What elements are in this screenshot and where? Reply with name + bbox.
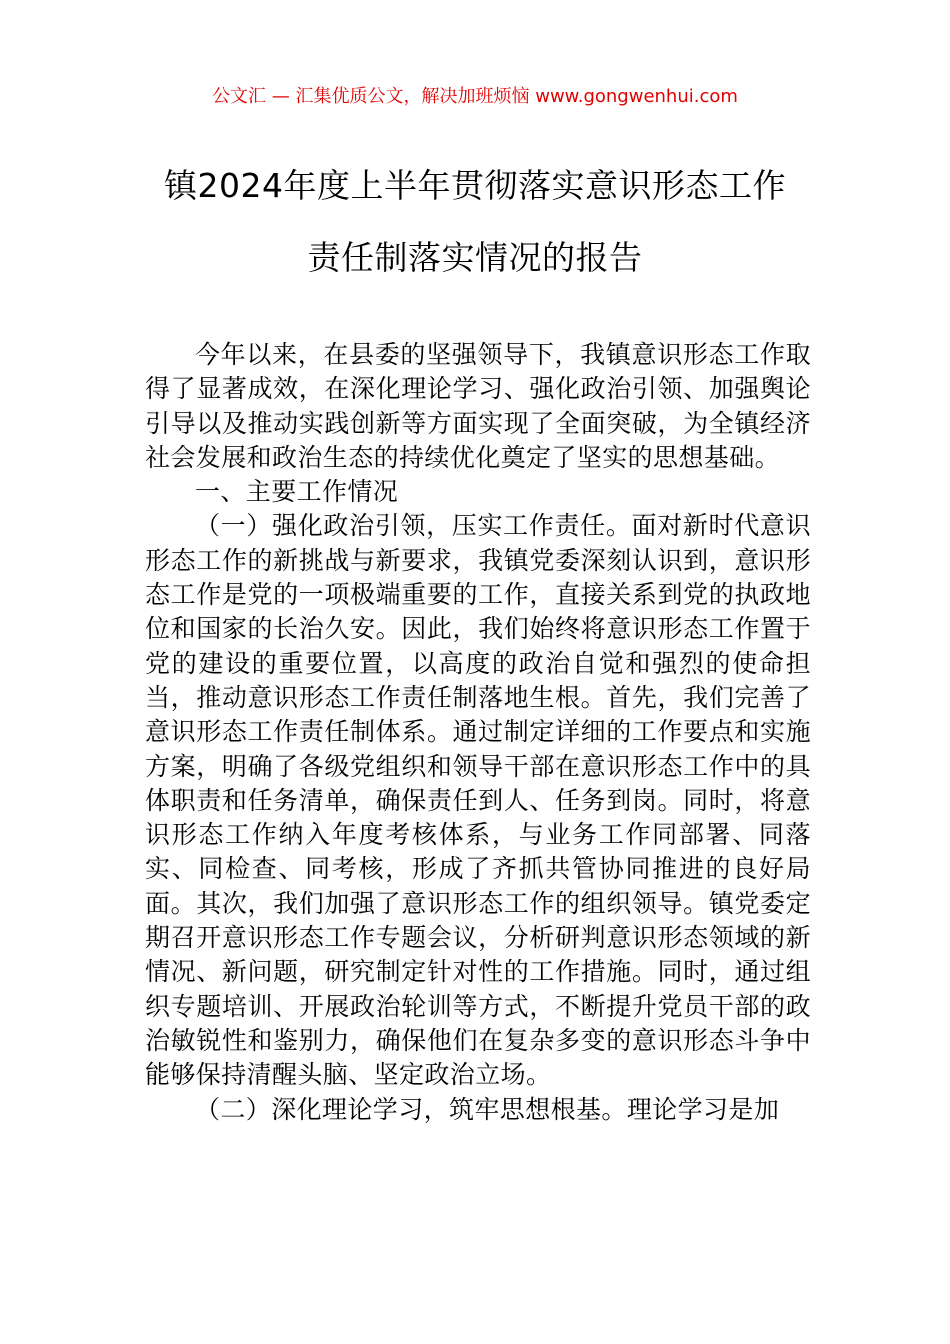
title-line-2: 责任制落实情况的报告 [307, 238, 643, 277]
subsection-1-heading: （一）强化政治引领，压实工作责任。 [195, 511, 632, 541]
document-body [145, 338, 811, 1127]
intro-paragraph: 今年以来，在县委的坚强领导下，我镇意识形态工作取得了显著成效，在深化理论学习、强化政治引领、加强舆论引导以及推动实践创新等方面实现了全面突破，为全镇经济社会发展和政治生态的持续优化奠定了坚实的思想基础。 [145, 340, 811, 472]
subsection-1-body: 面对新时代意识形态工作的新挑战与新要求，我镇党委深刻认识到，意识形态工作是党的一项极端重要的工作，直接关系到党的执政地位和国家的长治久安。因此，我们始终将意识形态工作置于党的建设的重要位置，以高度的政治自觉和强烈的使命担当，推动意识形态工作责任制落地生根。首先，我们完善了意识形态工作责任制体系。通过制定详细的工作要点和实施方案，明确了各级党组织和领导干部在意识形态工作中的具体职责和任务清单，确保责任到人、任务到岗。同时，将意识形态工作纳入年度考核体系，与业务工作同部署、同落实、同检查、同考核，形成了齐抓共管协同推进的良好局面。其次，我们加强了意识形态工作的组织领导。镇党委定期召开意识形态工作专题会议，分析研判意识形态领域的新情况、新问题，研究制定针对性的工作措施。同时，通过组织专题培训、开展政治轮训等方式，不断提升党员干部的政治敏锐性和鉴别力，确保他们在复杂多变的意识形态斗争中能够保持清醒头脑、坚定政治立场。 [145, 511, 811, 1090]
subsection-2-heading: （二）深化理论学习，筑牢思想根基。 [195, 1094, 627, 1124]
subsection-1-paragraph [145, 509, 811, 1092]
section-heading-main-work: 一、主要工作情况 [195, 477, 399, 507]
header-banner: 公文汇 — 汇集优质公文，解决加班烦恼 www.gongwenhui.com [212, 86, 738, 107]
subsection-2-body: 理论学习是加 [626, 1094, 780, 1124]
title-line-1: 镇2024年度上半年贯彻落实意识形态工作 [164, 166, 786, 205]
document-title [120, 150, 830, 294]
subsection-2-paragraph [145, 1093, 811, 1127]
